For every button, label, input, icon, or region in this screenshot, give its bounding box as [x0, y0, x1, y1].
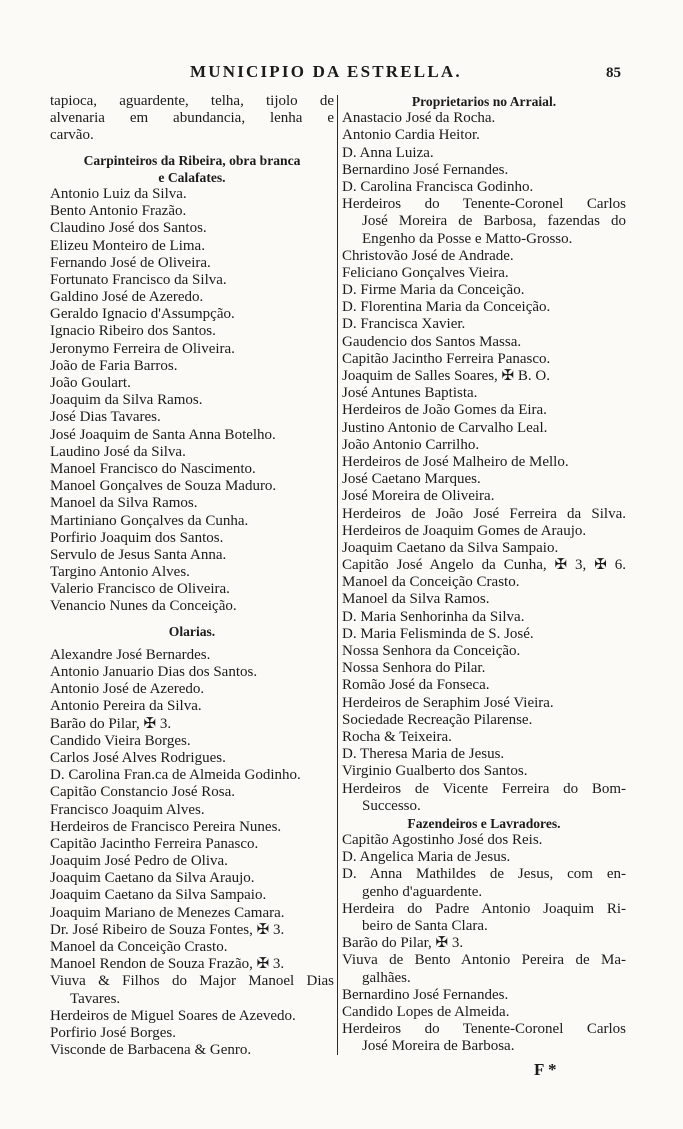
list-item: Capitão José Angelo da Cunha, ✠ 3, ✠ 6.	[342, 557, 626, 574]
list-item: Joaquim da Silva Ramos.	[50, 392, 203, 409]
list-item: Rocha & Teixeira.	[342, 728, 452, 745]
column-divider	[337, 95, 338, 1055]
list-item: Herdeiros de João Gomes da Eira.	[342, 402, 547, 419]
list-item: José Joaquim de Santa Anna Botelho.	[50, 426, 276, 443]
left-column	[50, 93, 334, 1059]
list-item: Porfirio José Borges.	[50, 1024, 176, 1041]
signature-mark: F *	[534, 1060, 557, 1079]
list-item: Herdeiros do Tenente-Coronel Carlos	[342, 196, 626, 213]
list-item: Bernardino José Fernandes.	[342, 161, 509, 178]
list-item: Joaquim Caetano da Silva Araujo.	[50, 870, 255, 887]
list-item: José Antunes Baptista.	[342, 385, 478, 402]
list-item: Manoel da Conceição Crasto.	[342, 574, 520, 591]
list-item: Candido Lopes de Almeida.	[342, 1003, 510, 1020]
list-item: D. Angelica Maria de Jesus.	[342, 849, 511, 866]
list-item: Candido Vieira Borges.	[50, 732, 191, 749]
intro-line: carvão.	[50, 127, 94, 144]
list-item: Joaquim José Pedro de Oliva.	[50, 853, 228, 870]
list-item: Barão do Pilar, ✠ 3.	[342, 935, 464, 952]
list-item: Fernando José de Oliveira.	[50, 254, 211, 271]
list-item: Martiniano Gonçalves da Cunha.	[50, 512, 249, 529]
proprietarios-list	[342, 110, 626, 815]
list-item: Carlos José Alves Rodrigues.	[50, 749, 226, 766]
list-item: Visconde de Barbacena & Genro.	[50, 1042, 252, 1059]
list-item: José Dias Tavares.	[50, 409, 161, 426]
list-item: Herdeiros de Francisco Pereira Nunes.	[50, 818, 282, 835]
list-item: Manoel da Conceição Crasto.	[50, 939, 228, 955]
list-item: Capitão Agostinho José dos Reis.	[342, 832, 543, 849]
list-item: Jeronymo Ferreira de Oliveira.	[50, 340, 235, 357]
list-item: Alexandre José Bernardes.	[50, 646, 211, 663]
list-item: Claudino José dos Santos.	[50, 220, 207, 237]
list-item: Ignacio Ribeiro dos Santos.	[50, 323, 216, 340]
list-item: Feliciano Gonçalves Vieira.	[342, 264, 509, 281]
list-item: D. Maria Senhorinha da Silva.	[342, 608, 525, 625]
list-item: Servulo de Jesus Santa Anna.	[50, 546, 227, 563]
list-item: Barão do Pilar, ✠ 3.	[50, 715, 172, 732]
list-item: Bento Antonio Frazão.	[50, 203, 187, 220]
intro-line: alvenaria em abundancia, lenha e	[50, 110, 334, 127]
list-item: Manoel da Silva Ramos.	[342, 591, 490, 608]
list-item: Dr. José Ribeiro de Souza Fontes, ✠ 3.	[50, 921, 285, 938]
list-item: Antonio Luiz da Silva.	[50, 185, 187, 202]
list-item: Manoel Gonçalves de Souza Maduro.	[50, 478, 277, 495]
list-item: Antonio Januario Dias dos Santos.	[50, 664, 258, 680]
intro-line: tapioca, aguardente, telha, tijolo de	[50, 93, 334, 109]
list-item: Sociedade Recreação Pilarense.	[342, 711, 533, 728]
section-heading-carpinteiros: e Calafates.	[158, 169, 226, 185]
list-item: Herdeiros de Seraphim José Vieira.	[342, 694, 554, 711]
list-item: D. Anna Luiza.	[342, 144, 434, 161]
list-item: Targino Antonio Alves.	[50, 564, 190, 581]
list-item: D. Carolina Fran.ca de Almeida Godinho.	[50, 767, 301, 784]
olarias-list	[50, 647, 334, 1060]
list-item: Viuva & Filhos do Major Manoel Dias	[50, 973, 334, 990]
fazendeiros-list	[342, 832, 626, 1055]
list-item: Bernardino José Fernandes.	[342, 986, 509, 1003]
list-item: Viuva de Bento Antonio Pereira de Ma-	[342, 952, 626, 969]
list-item: Gaudencio dos Santos Massa.	[342, 333, 522, 350]
list-item: Manoel Rendon de Souza Frazão, ✠ 3.	[50, 956, 285, 973]
list-item: Herdeiros de Joaquim Gomes de Araujo.	[342, 522, 587, 539]
list-item: João de Faria Barros.	[50, 357, 178, 374]
list-item: Manoel Francisco do Nascimento.	[50, 460, 256, 477]
list-item: D. Carolina Francisca Godinho.	[342, 178, 534, 195]
list-item: José Moreira de Barbosa, fazendas do	[362, 213, 626, 230]
list-item: João Antonio Carrilho.	[342, 436, 480, 453]
running-head	[0, 62, 683, 86]
list-item: genho d'aguardente.	[362, 883, 483, 900]
list-item: Antonio Cardia Heitor.	[342, 127, 480, 144]
list-item: Antonio José de Azeredo.	[50, 681, 205, 698]
list-item: Porfirio Joaquim dos Santos.	[50, 529, 224, 546]
list-item: Tavares.	[70, 990, 121, 1007]
list-item: D. Francisca Xavier.	[342, 316, 466, 333]
list-item: Valerio Francisco de Oliveira.	[50, 581, 230, 598]
list-item: Nossa Senhora da Conceição.	[342, 643, 521, 659]
list-item: Joaquim Caetano da Silva Sampaio.	[50, 887, 267, 904]
list-item: Virginio Gualberto dos Santos.	[342, 763, 528, 780]
list-item: Christovão José de Andrade.	[342, 247, 514, 264]
list-item: Justino Antonio de Carvalho Leal.	[342, 419, 548, 436]
list-item: D. Maria Felisminda de S. José.	[342, 625, 534, 642]
section-heading-proprietarios: Proprietarios no Arraial.	[411, 94, 557, 109]
list-item: Herdeiros de Vicente Ferreira do Bom-	[342, 780, 626, 797]
list-item: Antonio Pereira da Silva.	[50, 698, 202, 715]
list-item: Herdeiros de José Malheiro de Mello.	[342, 453, 569, 470]
section-heading-fazendeiros: Fazendeiros e Lavradores.	[407, 815, 561, 831]
list-item: Herdeiros de João José Ferreira da Silva.	[342, 505, 626, 522]
list-item: Venancio Nunes da Conceição.	[50, 598, 237, 615]
list-item: Geraldo Ignacio d'Assumpção.	[50, 306, 235, 323]
list-item: galhães.	[362, 969, 411, 986]
list-item: José Moreira de Barbosa.	[362, 1038, 515, 1055]
list-item: D. Theresa Maria de Jesus.	[342, 746, 505, 763]
list-item: Nossa Senhora do Pilar.	[342, 660, 486, 677]
list-item: Galdino José de Azeredo.	[50, 289, 204, 306]
list-item: Successo.	[362, 797, 421, 814]
list-item: João Goulart.	[50, 375, 131, 391]
list-item: José Moreira de Oliveira.	[342, 488, 495, 505]
page-title: MUNICIPIO DA ESTRELLA.	[190, 62, 462, 81]
list-item: Herdeiros do Tenente-Coronel Carlos	[342, 1021, 626, 1038]
list-item: Elizeu Monteiro de Lima.	[50, 237, 205, 254]
list-item: Romão José da Fonseca.	[342, 677, 490, 694]
list-item: D. Anna Mathildes de Jesus, com en-	[342, 866, 626, 883]
list-item: José Caetano Marques.	[342, 471, 481, 488]
list-item: Herdeira do Padre Antonio Joaquim Ri-	[342, 900, 626, 917]
list-item: Fortunato Francisco da Silva.	[50, 271, 227, 288]
list-item: Francisco Joaquim Alves.	[50, 801, 205, 818]
section-heading-carpinteiros: Carpinteiros da Ribeira, obra branca	[83, 152, 301, 168]
list-item: Capitão Jacintho Ferreira Panasco.	[50, 835, 259, 852]
list-item: Manoel da Silva Ramos.	[50, 495, 198, 512]
carpinteiros-list	[50, 186, 334, 616]
list-item: Joaquim de Salles Soares, ✠ B. O.	[342, 368, 550, 384]
list-item: Anastacio José da Rocha.	[342, 110, 496, 127]
list-item: beiro de Santa Clara.	[362, 918, 488, 934]
right-column	[342, 93, 626, 1056]
list-item: D. Florentina Maria da Conceição.	[342, 299, 551, 316]
list-item: Capitão Constancio José Rosa.	[50, 784, 235, 801]
list-item: Laudino José da Silva.	[50, 443, 186, 460]
list-item: Capitão Jacintho Ferreira Panasco.	[342, 350, 551, 367]
list-item: Herdeiros de Miguel Soares de Azevedo.	[50, 1007, 296, 1024]
list-item: D. Firme Maria da Conceição.	[342, 282, 525, 299]
list-item: Joaquim Mariano de Menezes Camara.	[50, 904, 285, 921]
page-number: 85	[606, 65, 621, 81]
list-item: Joaquim Caetano da Silva Sampaio.	[342, 539, 559, 556]
section-heading-olarias: Olarias.	[168, 623, 216, 639]
list-item: Engenho da Posse e Matto-Grosso.	[362, 230, 573, 247]
